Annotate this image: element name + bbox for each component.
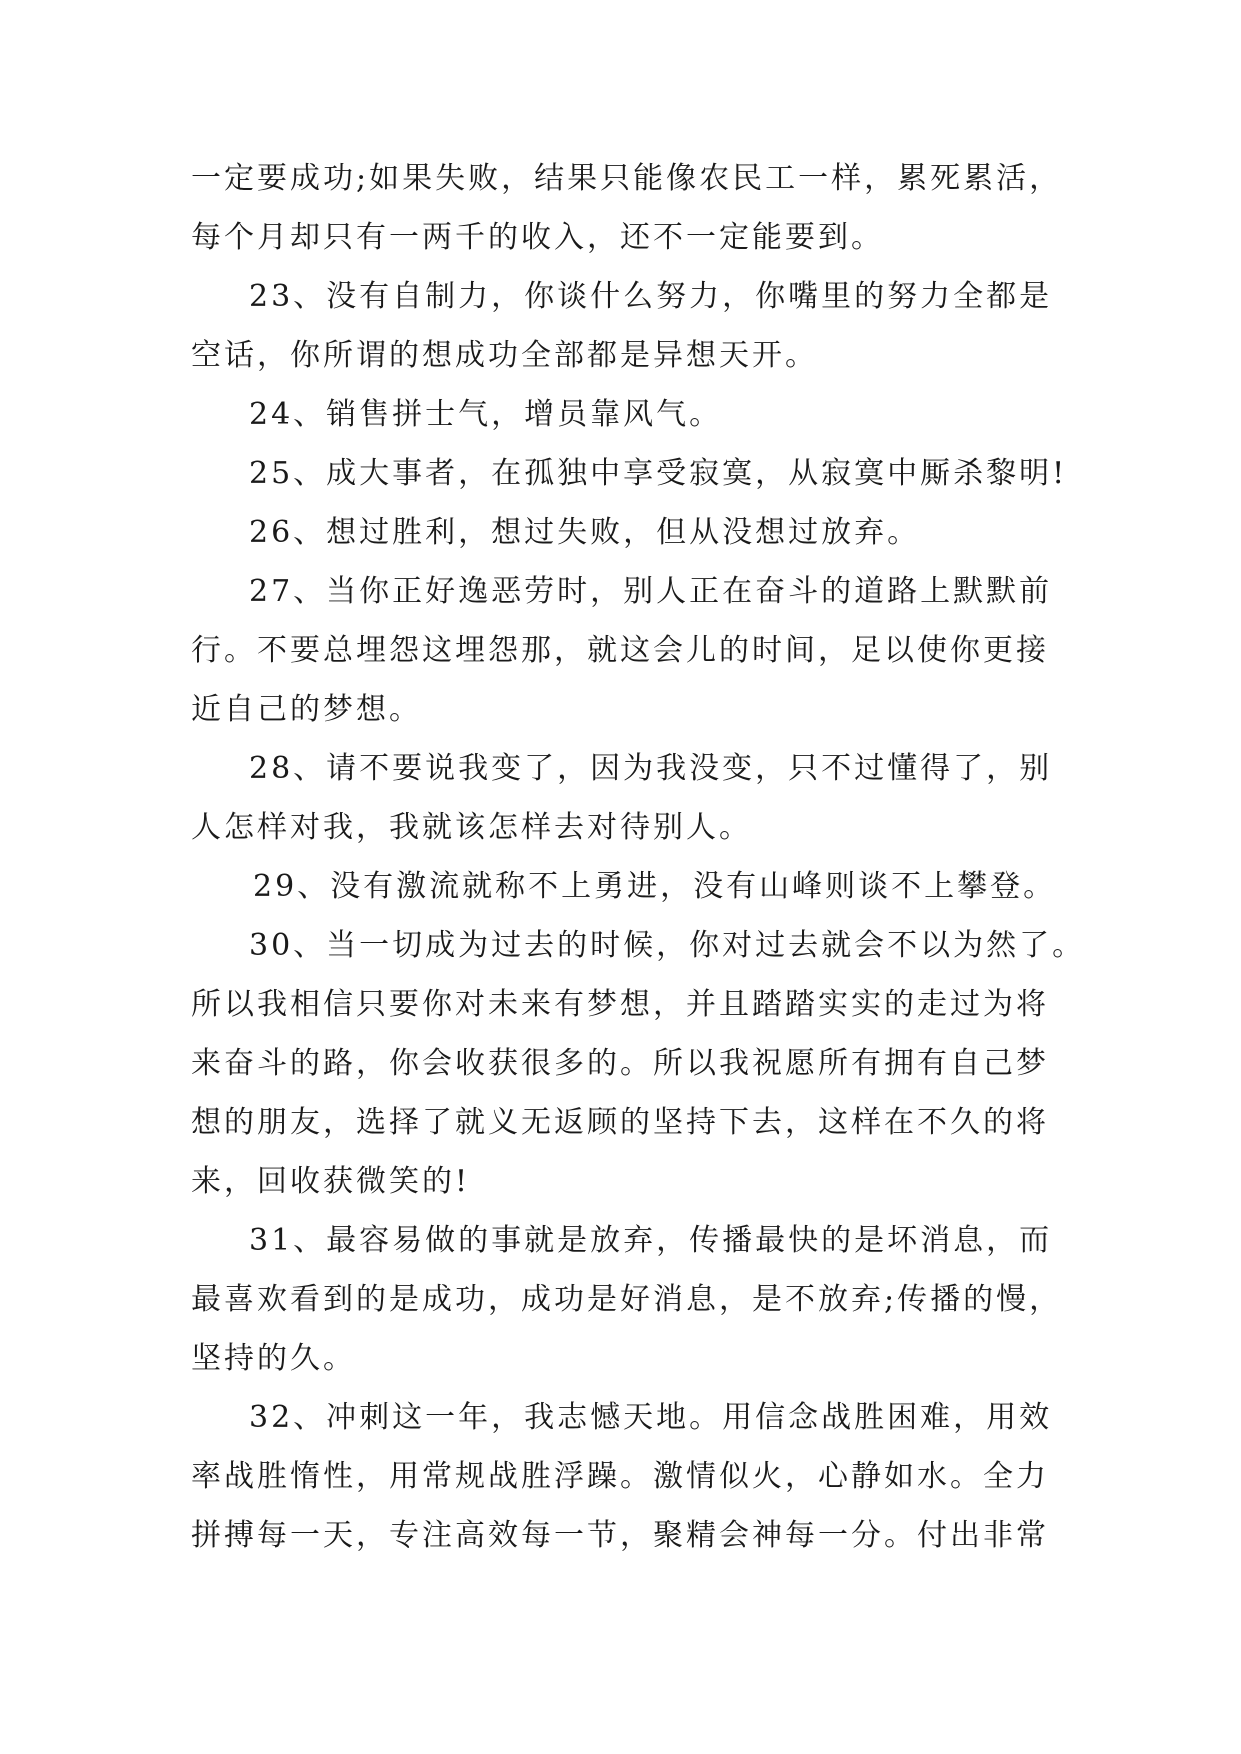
text-line: 坚持的久。: [191, 1341, 356, 1376]
text-line: 所以我相信只要你对未来有梦想，并且踏踏实实的走过为将: [191, 987, 1049, 1022]
quote-26: 26、想过胜利，想过失败，但从没想过放弃。: [249, 515, 921, 550]
quote-29: 29、没有激流就称不上勇进，没有山峰则谈不上攀登。: [253, 869, 1057, 904]
quote-24: 24、销售拼士气，增员靠风气。: [249, 397, 723, 432]
text-line: 来，回收获微笑的!: [191, 1164, 471, 1199]
text-line: 来奋斗的路，你会收获很多的。所以我祝愿所有拥有自己梦: [191, 1046, 1049, 1081]
text-line: 空话，你所谓的想成功全部都是异想天开。: [191, 338, 818, 373]
quote-27-start: 27、当你正好逸恶劳时，别人正在奋斗的道路上默默前: [249, 574, 1053, 609]
quote-25: 25、成大事者，在孤独中享受寂寞，从寂寞中厮杀黎明!: [249, 456, 1068, 491]
text-line: 一定要成功;如果失败，结果只能像农民工一样，累死累活，: [191, 161, 1063, 196]
text-line: 行。不要总埋怨这埋怨那，就这会儿的时间，足以使你更接: [191, 633, 1049, 668]
quote-30-start: 30、当一切成为过去的时候，你对过去就会不以为然了。: [249, 928, 1086, 963]
text-line: 率战胜惰性，用常规战胜浮躁。激情似火，心静如水。全力: [191, 1459, 1049, 1494]
text-line: 想的朋友，选择了就义无返顾的坚持下去，这样在不久的将: [191, 1105, 1049, 1140]
text-line: 拼搏每一天，专注高效每一节，聚精会神每一分。付出非常: [191, 1518, 1049, 1553]
text-line: 近自己的梦想。: [191, 692, 422, 727]
text-line: 每个月却只有一两千的收入，还不一定能要到。: [191, 220, 884, 255]
quote-32-start: 32、冲刺这一年，我志憾天地。用信念战胜困难，用效: [249, 1400, 1053, 1435]
text-line: 人怎样对我，我就该怎样去对待别人。: [191, 810, 752, 845]
text-line: 最喜欢看到的是成功，成功是好消息，是不放弃;传播的慢，: [191, 1282, 1063, 1317]
quote-23-start: 23、没有自制力，你谈什么努力，你嘴里的努力全都是: [249, 279, 1053, 314]
quote-28-start: 28、请不要说我变了，因为我没变，只不过懂得了，别: [249, 751, 1053, 786]
quote-31-start: 31、最容易做的事就是放弃，传播最快的是坏消息，而: [249, 1223, 1053, 1258]
